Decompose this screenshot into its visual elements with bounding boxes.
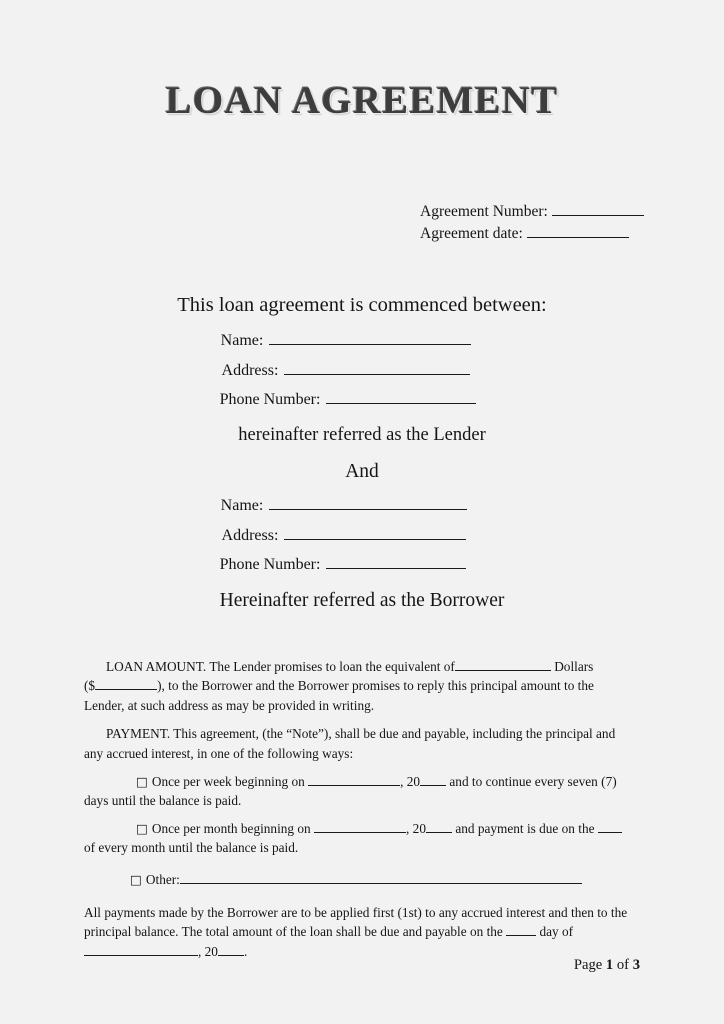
option-weekly-text-1: Once per week beginning on <box>151 774 305 790</box>
monthly-year-input[interactable] <box>426 821 452 832</box>
agreement-date-input[interactable] <box>527 224 629 238</box>
loan-amount-words-input[interactable] <box>455 660 551 671</box>
loan-amount-text-4: ), to the Borrower and the Borrower promises to reply this principal amount to the Lender, at such address as may be provided in writing. <box>84 678 594 713</box>
loan-amount-text-3: ($ <box>84 678 96 694</box>
borrower-phone-input[interactable] <box>326 556 466 570</box>
clauses-body <box>84 657 632 969</box>
option-weekly-text-3: and to continue every seven (7) days until the balance is paid. <box>84 774 617 809</box>
lender-fields-group <box>0 331 724 420</box>
loan-amount-text-1: The Lender promises to loan the equivalent of <box>209 659 455 674</box>
borrower-address-input[interactable] <box>284 526 466 540</box>
lender-phone-row <box>0 391 724 410</box>
weekly-year-input[interactable] <box>420 775 446 786</box>
option-weekly-text-2: , 20 <box>400 774 421 790</box>
borrower-address-row <box>0 526 724 545</box>
clause-payment-intro <box>84 724 632 763</box>
clause-loan-amount <box>84 657 632 715</box>
checkbox-other[interactable]: □ <box>130 871 142 887</box>
payment-option-monthly <box>84 819 632 858</box>
option-monthly-text-2: , 20 <box>406 820 426 836</box>
page-footer <box>0 957 724 974</box>
payment-heading: PAYMENT. <box>106 726 171 742</box>
lender-name-label: Name: <box>220 331 264 349</box>
payment-intro-text: This agreement, (the “Note”), shall be due and payable, including the principal and any accrued interest, in one of the following ways: <box>84 726 616 761</box>
loan-amount-text-2: Dollars <box>554 659 594 674</box>
footer-page-prefix: Page <box>573 957 603 973</box>
lender-address-row <box>0 361 724 380</box>
lender-address-input[interactable] <box>284 361 470 375</box>
option-monthly-text-4: of every month until the balance is paid. <box>84 840 299 856</box>
other-terms-input[interactable] <box>180 872 582 883</box>
lender-address-label: Address: <box>221 361 279 379</box>
borrower-address-label: Address: <box>221 526 279 544</box>
borrower-role-caption: Hereinafter referred as the Borrower <box>219 590 505 611</box>
clause-application-of-payments <box>84 903 632 961</box>
page-title: LOAN AGREEMENT <box>165 79 559 122</box>
monthly-start-date-input[interactable] <box>314 821 406 832</box>
borrower-fields-group <box>0 496 724 585</box>
loan-amount-heading: LOAN AMOUNT. <box>106 659 207 674</box>
payment-option-other <box>84 870 632 889</box>
final-due-month-input[interactable] <box>84 945 198 956</box>
application-text-2: day of <box>539 924 574 940</box>
borrower-name-label: Name: <box>220 496 264 514</box>
lender-phone-label: Phone Number: <box>219 391 321 409</box>
option-monthly-text-1: Once per month beginning on <box>151 820 311 836</box>
footer-current-page: 1 <box>605 957 614 973</box>
loan-amount-figure-input[interactable] <box>95 679 157 690</box>
option-other-label: Other: <box>145 871 180 887</box>
option-monthly-text-3: and payment is due on the <box>455 820 595 836</box>
agreement-number-input[interactable] <box>552 202 644 216</box>
agreement-date-label: Agreement date: <box>420 225 523 242</box>
application-text-4: . <box>243 943 248 959</box>
conjunction-and: And <box>345 461 379 482</box>
lender-name-row <box>0 331 724 350</box>
lender-phone-input[interactable] <box>326 391 476 405</box>
weekly-start-date-input[interactable] <box>308 775 400 786</box>
checkbox-monthly[interactable]: □ <box>136 820 148 836</box>
borrower-name-input[interactable] <box>269 496 467 510</box>
lender-name-input[interactable] <box>269 331 471 345</box>
borrower-name-row <box>0 496 724 515</box>
application-text-1: All payments made by the Borrower are to be applied first (1st) to any accrued interest and then to the principal balance. The total amount of the loan shall be due and payable on the <box>84 905 628 940</box>
commencement-heading: This loan agreement is commenced between: <box>177 294 547 316</box>
lender-role-caption: hereinafter referred as the Lender <box>238 425 486 445</box>
footer-total-pages: 3 <box>632 957 640 973</box>
payment-option-weekly <box>84 772 632 811</box>
agreement-meta-block <box>420 201 644 245</box>
final-due-year-input[interactable] <box>218 945 244 956</box>
application-text-3: , 20 <box>198 943 218 959</box>
agreement-date-row <box>420 223 644 245</box>
borrower-phone-row <box>0 556 724 575</box>
borrower-phone-label: Phone Number: <box>219 556 321 574</box>
agreement-number-label: Agreement Number: <box>420 203 548 220</box>
checkbox-weekly[interactable]: □ <box>136 774 148 790</box>
footer-of: of <box>616 957 630 973</box>
monthly-day-input[interactable] <box>598 821 622 832</box>
final-due-day-input[interactable] <box>506 925 536 936</box>
agreement-number-row <box>420 201 644 223</box>
